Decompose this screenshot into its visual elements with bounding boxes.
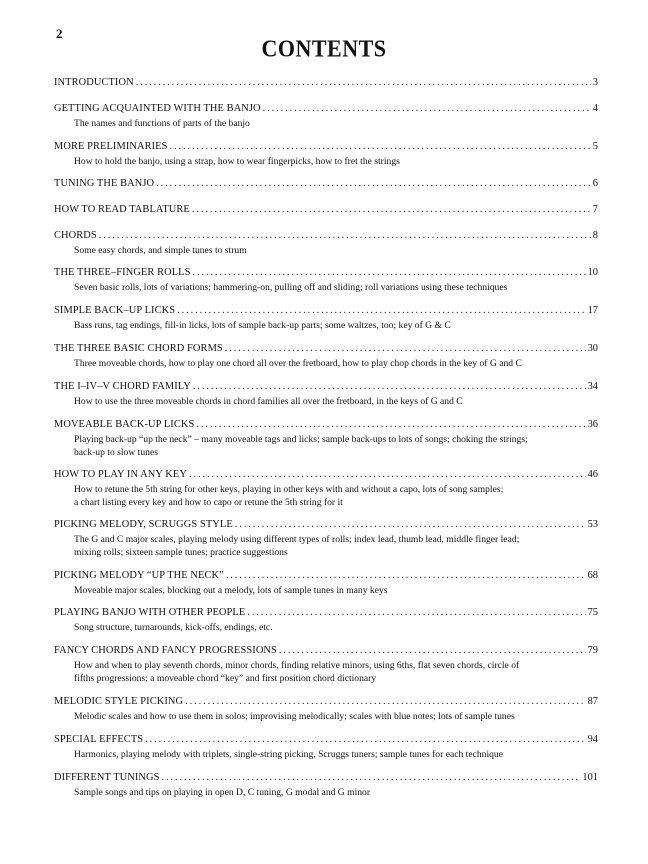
toc-heading: DIFFERENT TUNINGS (54, 772, 160, 783)
dot-leader (247, 606, 585, 619)
dot-leader (235, 518, 586, 531)
toc-page-number: 75 (587, 607, 598, 618)
dot-leader (225, 342, 586, 355)
toc-entry (54, 266, 598, 294)
toc-page-number: 46 (587, 469, 598, 480)
toc-entry (54, 140, 598, 168)
toc-page-number: 8 (592, 230, 598, 241)
toc-entry-line (54, 518, 598, 531)
toc-page-number: 53 (587, 519, 598, 530)
toc-entry (54, 76, 598, 89)
toc-entry (54, 102, 598, 130)
dot-leader (162, 771, 581, 784)
toc-entry-line (54, 140, 598, 153)
toc-entry (54, 380, 598, 408)
toc-entry-line (54, 266, 598, 279)
toc-description: How to hold the banjo, using a strap, how to wear fingerpicks, how to fret the strings (74, 156, 400, 167)
toc-entry-line (54, 468, 598, 481)
toc-description: How and when to play seventh chords, minor chords, finding relative minors, using 6ths, flat seven chords, circle of (74, 660, 520, 671)
toc-page-number: 34 (587, 381, 598, 392)
toc-heading: THE THREE BASIC CHORD FORMS (54, 343, 223, 354)
toc-heading: PICKING MELODY, SCRUGGS STYLE (54, 519, 233, 530)
toc-description: Melodic scales and how to use them in solos; improvising melodically; scales with blue notes; lots of sample tunes (74, 711, 515, 722)
toc-entry (54, 644, 598, 685)
toc-heading: CHORDS (54, 230, 97, 241)
toc-description: mixing rolls; sixteen sample tunes; practice suggestions (74, 547, 288, 558)
dot-leader (189, 468, 586, 481)
toc-description: Sample songs and tips on playing in open D, C tuning, G modal and G minor (74, 787, 371, 798)
toc-heading: GETTING ACQUAINTED WITH THE BANJO (54, 103, 261, 114)
toc-description: Bass runs, tag endings, fill-in licks, lots of sample back-up parts; some waltzes, too; key of G & C (74, 320, 451, 331)
page-title: CONTENTS (261, 34, 387, 62)
toc-entry-line (54, 76, 598, 89)
toc-page-number: 36 (587, 419, 598, 430)
toc-entry-line (54, 177, 598, 190)
toc-description: Some easy chords, and simple tunes to strum (74, 245, 247, 256)
toc-entry-line (54, 304, 598, 317)
toc-heading: PICKING MELODY “UP THE NECK” (54, 570, 224, 581)
toc-page-number: 7 (592, 204, 598, 215)
toc-entry (54, 304, 598, 332)
dot-leader (193, 380, 586, 393)
toc-page-number: 17 (587, 305, 598, 316)
toc-description: Moveable major scales, blocking out a melody, lots of sample tunes in many keys (74, 585, 388, 596)
toc-heading: FANCY CHORDS AND FANCY PROGRESSIONS (54, 645, 277, 656)
toc-entry (54, 468, 598, 509)
toc-page-number: 4 (592, 103, 598, 114)
toc-entry-line (54, 771, 598, 784)
toc-page-number: 3 (592, 77, 598, 88)
toc-description: The G and C major scales, playing melody using different types of rolls; index lead, thumb lead, middle finger lead; (74, 534, 520, 545)
toc-heading: INTRODUCTION (54, 77, 134, 88)
dot-leader (279, 644, 586, 657)
toc-page-number: 101 (582, 772, 598, 783)
toc-description: Song structure, turnarounds, kick-offs, endings, etc. (74, 622, 273, 633)
toc-heading: THE I–IV–V CHORD FAMILY (54, 381, 191, 392)
page-number: 2 (56, 26, 63, 41)
dot-leader (177, 304, 585, 317)
toc-entry (54, 733, 598, 761)
toc-entry (54, 771, 598, 799)
toc-entry-line (54, 342, 598, 355)
toc-description: Three moveable chords, how to play one chord all over the fretboard, how to play chop chords in the key of G and C (74, 358, 522, 369)
dot-leader (226, 569, 586, 582)
toc-entry (54, 695, 598, 723)
toc-description: fifths progressions; a moveable chord “key” and first position chord dictionary (74, 673, 377, 684)
dot-leader (99, 229, 591, 242)
toc-description: back-up to slow tunes (74, 447, 158, 458)
toc-description: a chart listing every key and how to capo or retune the 5th string for it (74, 497, 343, 508)
toc-entry-line (54, 418, 598, 431)
toc-description: Harmonics, playing melody with triplets, single-string picking, Scruggs tuners; sample tunes for each technique (74, 749, 503, 760)
dot-leader (156, 177, 591, 190)
toc-description: The names and functions of parts of the banjo (74, 118, 250, 129)
toc-entry-line (54, 606, 598, 619)
dot-leader (196, 418, 585, 431)
toc-heading: SPECIAL EFFECTS (54, 734, 144, 745)
toc-entry (54, 518, 598, 559)
toc-page-number: 87 (587, 696, 598, 707)
toc-description: How to retune the 5th string for other keys, playing in other keys with and without a capo, lots of song samples; (74, 484, 504, 495)
toc-page-number: 79 (587, 645, 598, 656)
toc-page-number: 94 (587, 734, 598, 745)
dot-leader (170, 140, 591, 153)
toc-entry-line (54, 203, 598, 216)
toc-page-number: 10 (587, 267, 598, 278)
toc-heading: MELODIC STYLE PICKING (54, 696, 184, 707)
toc-entry (54, 569, 598, 597)
toc-entry-line (54, 380, 598, 393)
toc-heading: SIMPLE BACK–UP LICKS (54, 305, 176, 316)
toc-heading: MORE PRELIMINARIES (54, 141, 168, 152)
toc-entry (54, 342, 598, 370)
toc-entry (54, 203, 598, 216)
dot-leader (263, 102, 591, 115)
toc-entry (54, 606, 598, 634)
toc-heading: HOW TO READ TABLATURE (54, 204, 190, 215)
toc-entry-line (54, 695, 598, 708)
dot-leader (192, 203, 591, 216)
dot-leader (193, 266, 586, 279)
toc-page-number: 6 (592, 178, 598, 189)
toc-heading: HOW TO PLAY IN ANY KEY (54, 469, 187, 480)
toc-page-number: 68 (587, 570, 598, 581)
toc-description: How to use the three moveable chords in chord families all over the fretboard, in the keys of G and C (74, 396, 463, 407)
toc-page-number: 30 (587, 343, 598, 354)
dot-leader (145, 733, 585, 746)
toc-entry (54, 418, 598, 459)
toc-heading: TUNING THE BANJO (54, 178, 155, 189)
toc-entry-line (54, 733, 598, 746)
toc-description: Playing back-up “up the neck” – many moveable tags and licks; sample back-ups to lots of songs; choking the strings; (74, 434, 528, 445)
toc-page-number: 5 (592, 141, 598, 152)
toc-entry (54, 229, 598, 257)
toc-entry-line (54, 102, 598, 115)
dot-leader (136, 76, 591, 89)
toc-heading: THE THREE–FINGER ROLLS (54, 267, 191, 278)
toc-entry (54, 177, 598, 190)
toc-entry-line (54, 644, 598, 657)
toc-heading: PLAYING BANJO WITH OTHER PEOPLE (54, 607, 246, 618)
toc-description: Seven basic rolls, lots of variations; hammering-on, pulling off and sliding; roll variations using these techniques (74, 282, 508, 293)
toc-heading: MOVEABLE BACK-UP LICKS (54, 419, 195, 430)
dot-leader (185, 695, 586, 708)
toc-entry-line (54, 569, 598, 582)
toc-entry-line (54, 229, 598, 242)
